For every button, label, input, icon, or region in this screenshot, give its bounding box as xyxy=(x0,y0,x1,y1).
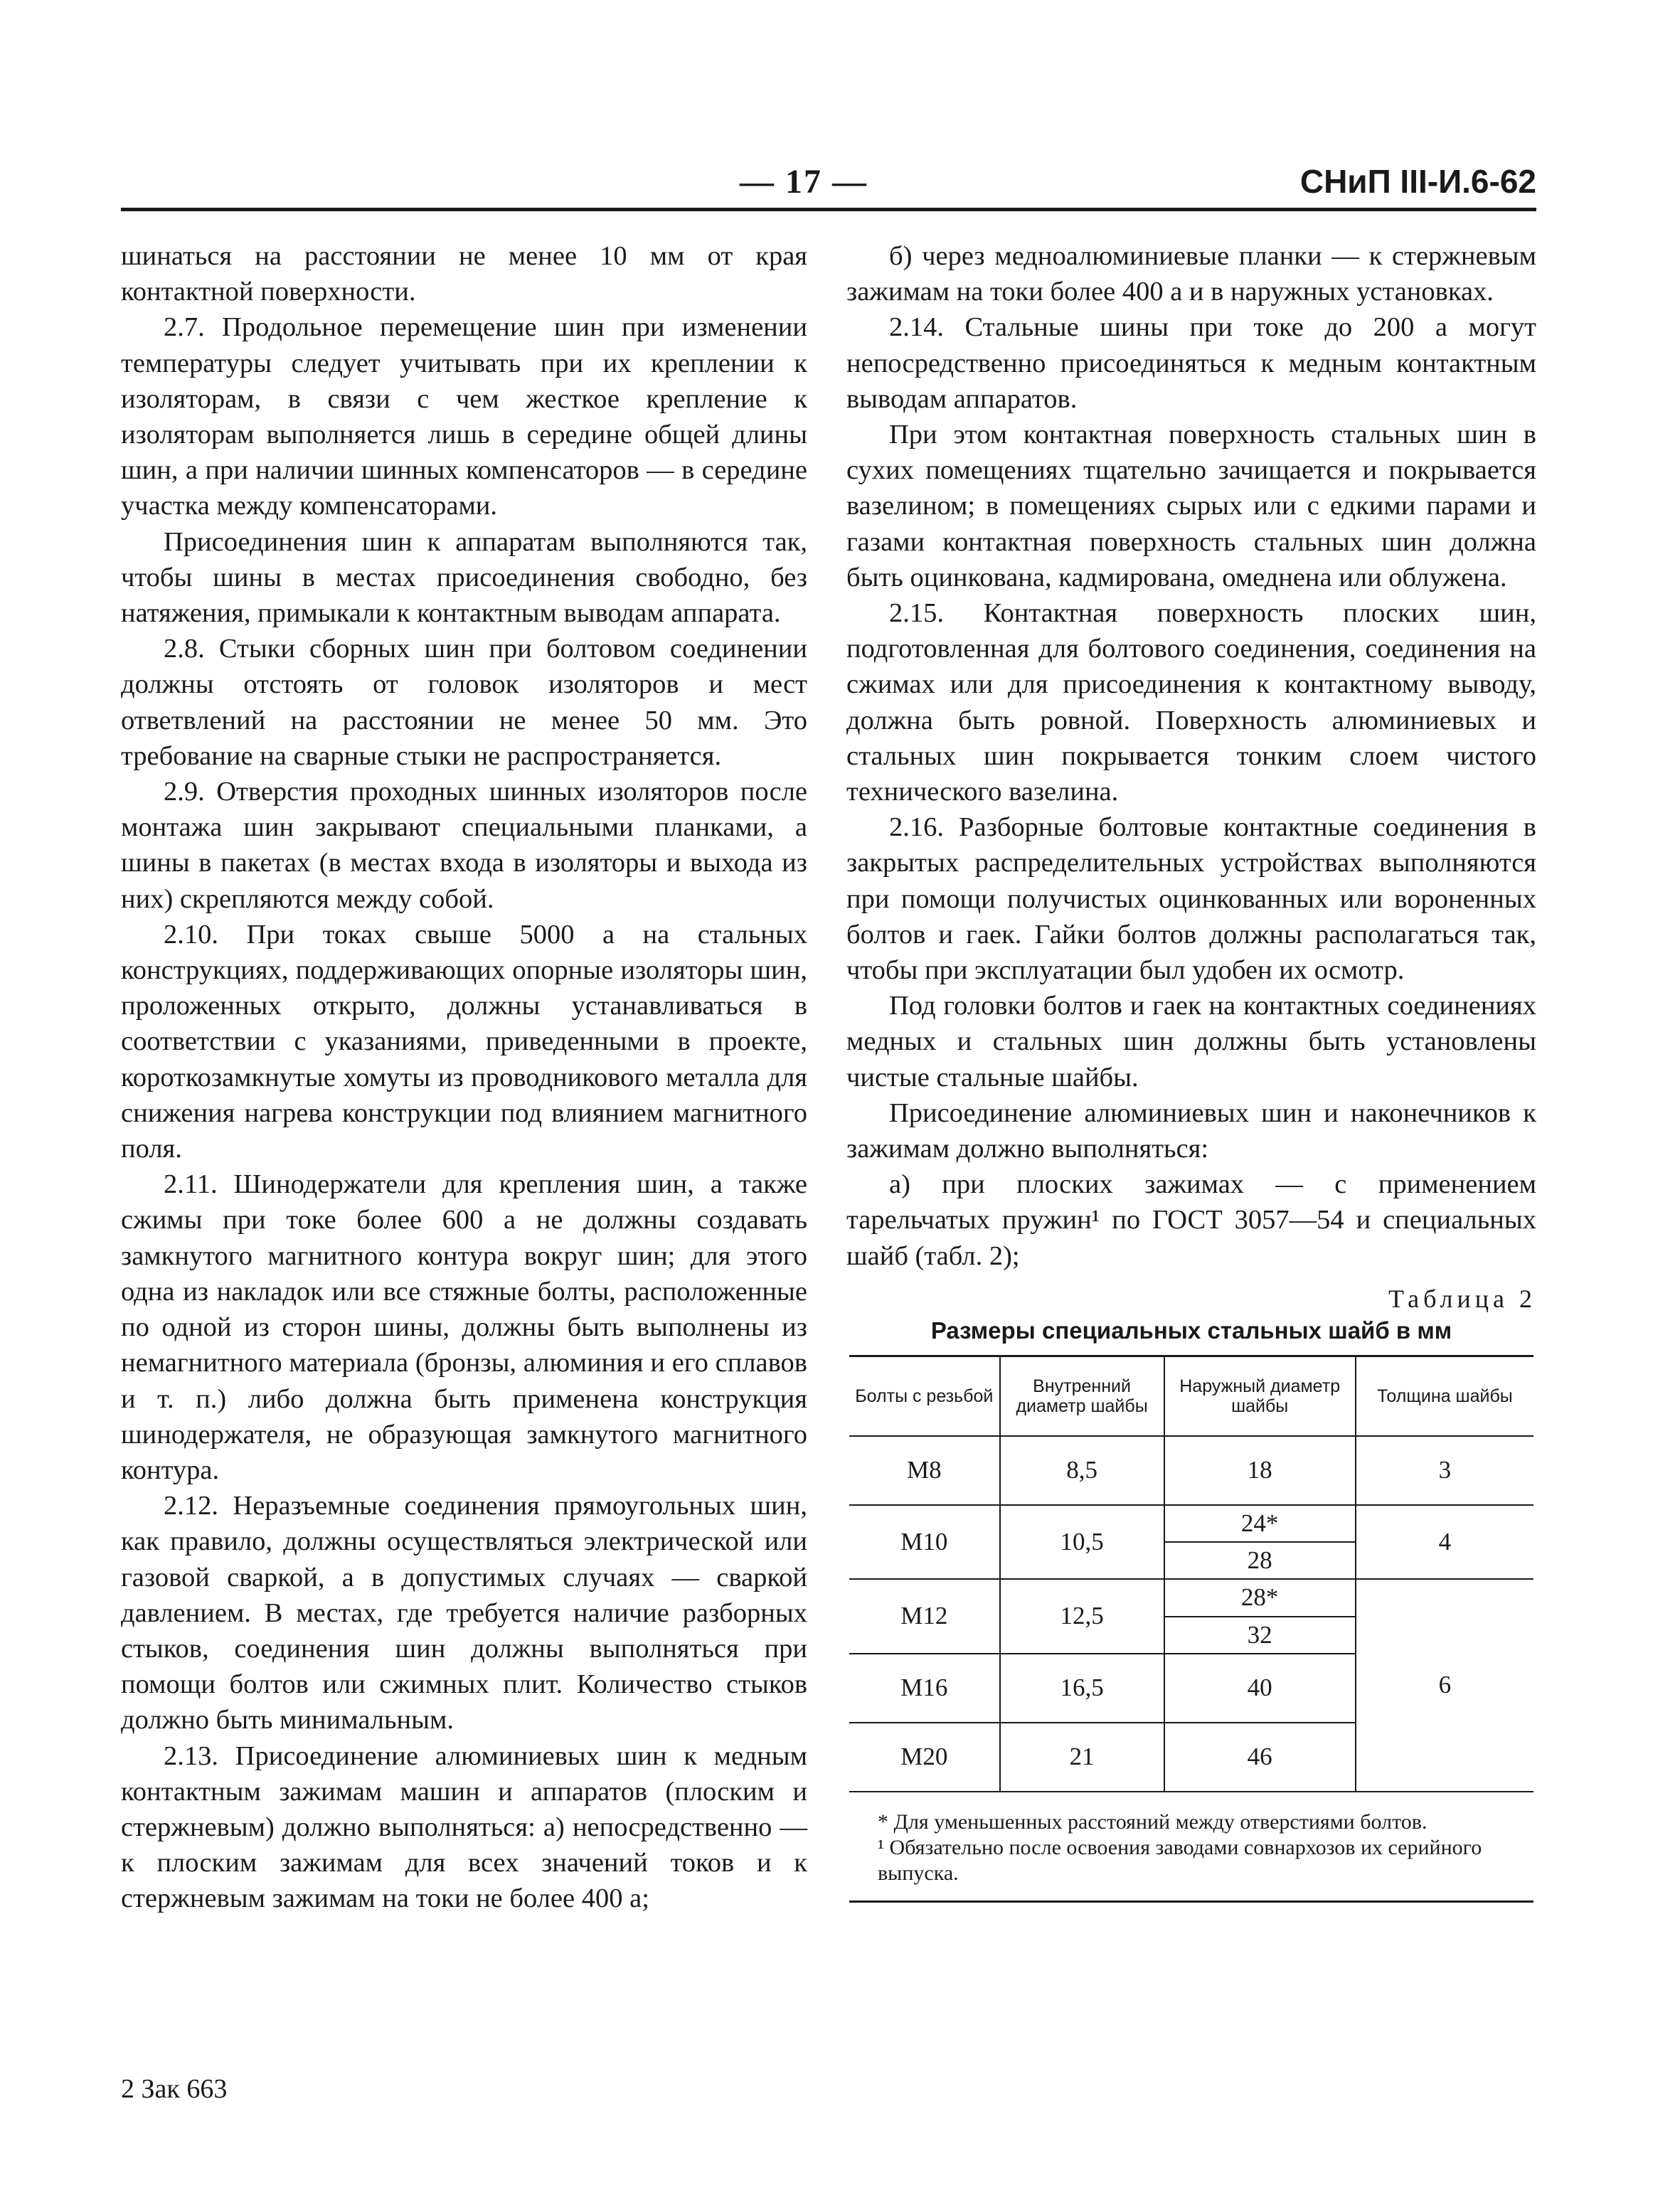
cell-bolt: М10 xyxy=(849,1505,1000,1579)
column-header: Толщина шайбы xyxy=(1356,1356,1533,1436)
paragraph: шинаться на расстоянии не менее 10 мм от края контактной поверхности. xyxy=(121,241,807,307)
cell-thick: 6 xyxy=(1356,1579,1533,1791)
footnote: * Для уменьшенных расстояний между отверстиями болтов. xyxy=(878,1809,1428,1834)
paragraph: а) при плоских зажимах — с применением тарельчатых пружин¹ по ГОСТ 3057—54 и специальных шайб (табл. 2); xyxy=(846,1169,1536,1271)
cell-outer: 24* xyxy=(1164,1505,1356,1542)
cell-bolt: М20 xyxy=(849,1723,1000,1792)
right-column xyxy=(846,238,1536,1903)
paragraph: Под головки болтов и гаек на контактных соединениях медных и стальных шин должны быть установлены чистые стальные шайбы. xyxy=(846,991,1536,1092)
paragraph: Присоединения шин к аппаратам выполняются так, чтобы шины в местах присоединения свободно, без натяжения, примыкали к контактным выводам аппарата. xyxy=(121,526,807,629)
cell-inner: 16,5 xyxy=(1000,1654,1164,1723)
cell-outer: 32 xyxy=(1164,1617,1356,1654)
cell-thick: 3 xyxy=(1356,1436,1533,1505)
table-caption: Таблица 2 xyxy=(1388,1284,1536,1313)
paragraph: 2.14. Стальные шины при токе до 200 а могут непосредственно присоединяться к медным контактным выводам аппаратов. xyxy=(846,312,1536,414)
paragraph: 2.11. Шинодержатели для крепления шин, а также сжимы при токе более 600 а не должны создавать замкнутого магнитного контура вокруг шин; для этого одна из накладок или все стяжные болты, расположенные по одной из сторон шины, должны быть выполнены из немагнитного материала (бронзы, алюминия и его сплавов и т. п.) либо должна быть применена конструкция шинодержателя, не образующая замкнутого магнитного контура. xyxy=(121,1169,807,1485)
table-header-row xyxy=(849,1356,1533,1436)
cell-bolt: М12 xyxy=(849,1579,1000,1653)
table-row xyxy=(849,1436,1533,1505)
table-row xyxy=(849,1579,1533,1616)
washer-table xyxy=(849,1355,1533,1903)
print-signature: 2 Зак 663 xyxy=(121,2074,228,2104)
left-column xyxy=(121,238,807,1917)
table-footnotes xyxy=(849,1792,1533,1902)
page-number: — 17 — xyxy=(740,163,868,201)
paragraph: 2.15. Контактная поверхность плоских шин, подготовленная для болтового соединения, соединения на сжимах или для присоединения к контактному выводу, должна быть ровной. Поверхность алюминиевых и стальных шин покрывается тонким слоем чистого технического вазелина. xyxy=(846,598,1536,807)
page-header xyxy=(121,162,1536,205)
cell-outer: 18 xyxy=(1164,1436,1356,1505)
paragraph: 2.13. Присоединение алюминиевых шин к медным контактным зажимам машин и аппаратов (плоским и стержневым) должно выполняться: а) непосредственно — к плоским зажимам для всех значений токов и к стержневым зажимам на токи не более 400 а; xyxy=(121,1740,807,1914)
column-header: Внутренний диаметр шайбы xyxy=(1000,1356,1164,1436)
table-row xyxy=(849,1505,1533,1542)
cell-outer: 40 xyxy=(1164,1654,1356,1723)
table-footnote-row xyxy=(849,1792,1533,1902)
cell-inner: 12,5 xyxy=(1000,1579,1164,1653)
paragraph: 2.12. Неразъемные соединения прямоугольных шин, как правило, должны осуществляться электрической или газовой сваркой, а в допустимых случаях — сваркой давлением. В местах, где требуется наличие разборных стыков, соединения шин должны выполняться при помощи болтов или сжимных плит. Количество стыков должно быть минимальным. xyxy=(121,1491,807,1735)
paragraph: 2.7. Продольное перемещение шин при изменении температуры следует учитывать при их креплении к изоляторам, в связи с чем жесткое крепление к изоляторам выполняется лишь в середине общей длины шин, а при наличии шинных компенсаторов — в середине участка между компенсаторами. xyxy=(121,312,807,521)
cell-thick: 4 xyxy=(1356,1505,1533,1579)
cell-inner: 8,5 xyxy=(1000,1436,1164,1505)
paragraph: 2.10. При токах свыше 5000 а на стальных конструкциях, поддерживающих опорные изоляторы шин, проложенных открыто, должны устанавливаться в соответствии с указаниями, приведенными в проекте, короткозамкнутые хомуты из проводникового металла для снижения нагрева конструкции под влиянием магнитного поля. xyxy=(121,919,807,1164)
cell-inner: 10,5 xyxy=(1000,1505,1164,1579)
cell-inner: 21 xyxy=(1000,1723,1164,1792)
paragraph: 2.9. Отверстия проходных шинных изоляторов после монтажа шин закрывают специальными планками, а шины в пакетах (в местах входа в изоляторы и выхода из них) скрепляются между собой. xyxy=(121,777,807,914)
paragraph: б) через медноалюминиевые планки — к стержневым зажимам на токи более 400 а и в наружных установках. xyxy=(846,241,1536,307)
table-title: Размеры специальных стальных шайб в мм xyxy=(930,1317,1452,1344)
cell-outer: 46 xyxy=(1164,1723,1356,1792)
cell-bolt: М8 xyxy=(849,1436,1000,1505)
paragraph: 2.16. Разборные болтовые контактные соединения в закрытых распределительных устройствах выполняются при помощи получистых оцинкованных или вороненных болтов и гаек. Гайки болтов должны располагаться так, чтобы при эксплуатации был удобен их осмотр. xyxy=(846,812,1536,986)
cell-bolt: М16 xyxy=(849,1654,1000,1723)
column-header: Наружный диаметр шайбы xyxy=(1164,1356,1356,1436)
document-code: СНиП III-И.6-62 xyxy=(1299,163,1536,200)
footnote: ¹ Обязательно после освоения заводами совнархозов их серийного выпуска. xyxy=(878,1835,1482,1885)
cell-outer: 28* xyxy=(1164,1579,1356,1616)
paragraph: При этом контактная поверхность стальных шин в сухих помещениях тщательно зачищается и покрывается вазелином; в помещениях сырых или с едкими парами и газами контактная поверхность стальных шин должна быть оцинкована, кадмирована, омеднена или облужена. xyxy=(846,420,1536,592)
column-header: Болты с резьбой xyxy=(849,1356,1000,1436)
paragraph: Присоединение алюминиевых шин и наконечников к зажимам должно выполняться: xyxy=(846,1097,1536,1164)
cell-outer: 28 xyxy=(1164,1542,1356,1579)
header-rule xyxy=(121,208,1536,211)
paragraph: 2.8. Стыки сборных шин при болтовом соединении должны отстоять от головок изоляторов и мест ответвлений на расстоянии не менее 50 мм. Это требование на сварные стыки не распространяется. xyxy=(121,634,807,771)
